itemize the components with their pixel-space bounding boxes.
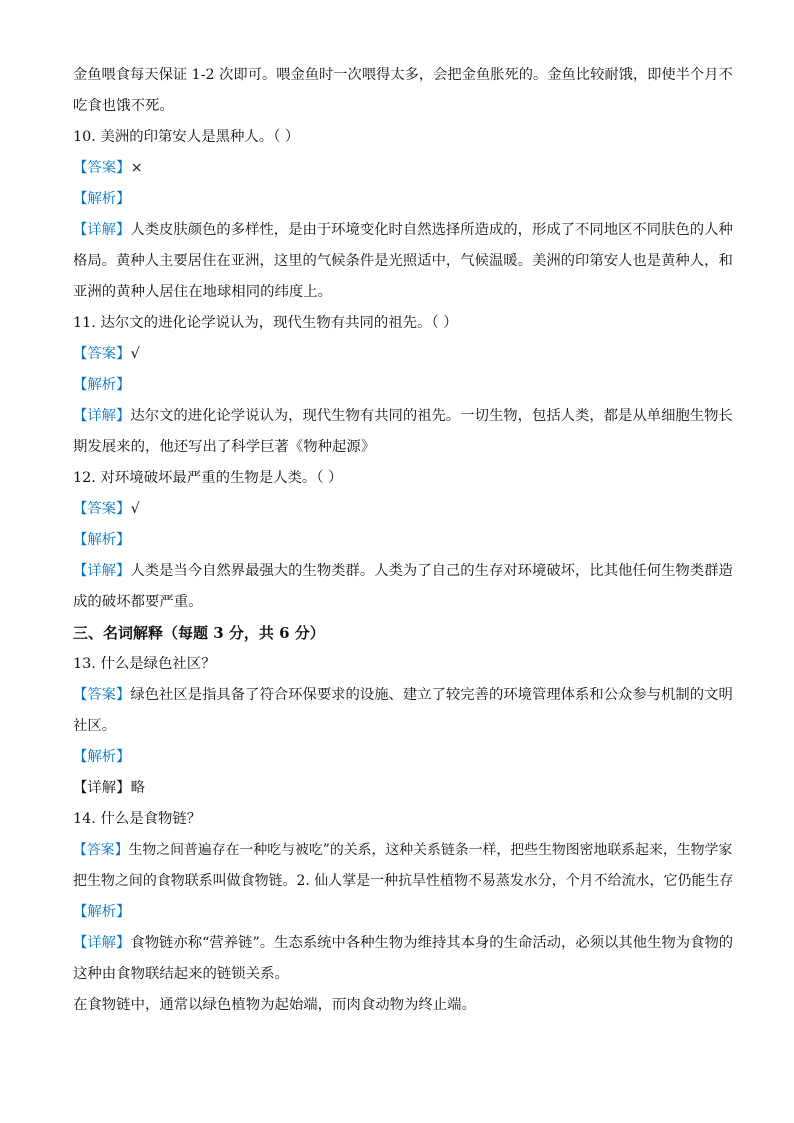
text-line — [73, 463, 733, 494]
text-line — [73, 897, 733, 928]
line-text: 11. 达尔文的进化论学说认为，现代生物有共同的祖先。（ ） — [73, 315, 458, 331]
line-text: 成的破坏都要严重。 — [73, 594, 203, 610]
label-tag: 【解析】 — [73, 749, 131, 765]
text-line — [73, 153, 733, 184]
text-line — [73, 866, 733, 897]
line-text: 达尔文的进化论学说认为，现代生物有共同的祖先。一切生物，包括人类，都是从单细胞生物长 — [130, 408, 733, 424]
label-tag: 【答案】 — [73, 501, 131, 517]
line-text: 14. 什么是食物链？ — [73, 811, 202, 827]
text-line — [73, 556, 733, 587]
line-text: 略 — [130, 780, 145, 796]
label-tag: 【详解】 — [73, 408, 131, 424]
label-tag: 【答案】 — [73, 160, 131, 176]
text-line — [73, 928, 733, 959]
label-tag: 【详解】 — [73, 780, 131, 796]
label-tag: 【答案】 — [73, 842, 129, 858]
text-line — [73, 339, 733, 370]
line-text: √ — [130, 501, 140, 517]
text-line — [73, 835, 733, 866]
text-line — [73, 742, 733, 773]
text-line — [73, 587, 733, 618]
line-text: 金鱼喂食每天保证 1-2 次即可。喂金鱼时一次喂得太多，会把金鱼胀死的。金鱼比较耐饿，即使半个月不 — [73, 67, 733, 83]
line-text: 社区。 — [73, 718, 117, 734]
text-line — [73, 215, 733, 246]
text-line — [73, 432, 733, 463]
label-tag: 【答案】 — [73, 687, 131, 703]
text-line — [73, 525, 733, 556]
line-text: 三、名词解释（每题 3 分，共 6 分） — [73, 624, 325, 642]
text-line — [73, 959, 733, 990]
text-line — [73, 804, 733, 835]
text-line — [73, 773, 733, 804]
line-text: 12. 对环境破坏最严重的生物是人类。（ ） — [73, 470, 343, 486]
text-line — [73, 277, 733, 308]
line-text: 期发展来的，他还写出了科学巨著《物种起源》 — [73, 439, 376, 455]
line-text: 亚洲的黄种人居住在地球相同的纬度上。 — [73, 284, 333, 300]
line-text: 吃食也饿不死。 — [73, 98, 174, 114]
label-tag: 【详解】 — [73, 222, 131, 238]
label-tag: 【详解】 — [73, 563, 131, 579]
text-line — [73, 308, 733, 339]
line-text: 生物之间普遍存在一种吃与被吃”的关系，这种关系链条一样，把些生物图密地联系起来，生物学家 — [128, 842, 733, 858]
text-line — [73, 370, 733, 401]
text-line — [73, 990, 733, 1021]
line-text: 13. 什么是绿色社区？ — [73, 656, 216, 672]
line-text: √ — [130, 346, 140, 362]
line-text: 格局。黄种人主要居住在亚洲，这里的气候条件是光照适中，气候温暖。美洲的印第安人也是黄种人，和 — [73, 253, 733, 269]
label-tag: 【解析】 — [73, 904, 131, 920]
line-text: 这种由食物联结起来的链锁关系。 — [73, 966, 289, 982]
label-tag: 【详解】 — [73, 935, 131, 951]
text-line — [73, 649, 733, 680]
line-text: 10. 美洲的印第安人是黑种人。（ ） — [73, 129, 300, 145]
document-page — [73, 60, 733, 1021]
text-line — [73, 494, 733, 525]
line-text: 人类皮肤颜色的多样性，是由于环境变化时自然选择所造成的，形成了不同地区不同肤色的人种 — [130, 222, 733, 238]
text-line — [73, 184, 733, 215]
text-line — [73, 60, 733, 91]
text-line — [73, 91, 733, 122]
line-text: 人类是当今自然界最强大的生物类群。人类为了自己的生存对环境破坏，比其他任何生物类群造 — [130, 563, 733, 579]
text-line — [73, 711, 733, 742]
line-text: × — [130, 160, 143, 176]
label-tag: 【解析】 — [73, 191, 131, 207]
label-tag: 【解析】 — [73, 377, 131, 393]
line-text: 把生物之间的食物联系叫做食物链。2. 仙人掌是一种抗旱性植物不易蒸发水分，个月不给流水，它仍能生存 — [73, 873, 734, 889]
text-line — [73, 122, 733, 153]
line-text: 在食物链中，通常以绿色植物为起始端，而肉食动物为终止端。 — [73, 997, 476, 1013]
label-tag: 【答案】 — [73, 346, 131, 362]
text-line — [73, 401, 733, 432]
label-tag: 【解析】 — [73, 532, 131, 548]
line-text: 食物链亦称“营养链”。生态系统中各种生物为维持其本身的生命活动，必须以其他生物为食物的 — [130, 935, 734, 951]
text-line — [73, 246, 733, 277]
section-heading — [73, 618, 733, 649]
text-line — [73, 680, 733, 711]
line-text: 绿色社区是指具备了符合环保要求的设施、建立了较完善的环境管理体系和公众参与机制的文明 — [130, 687, 733, 703]
